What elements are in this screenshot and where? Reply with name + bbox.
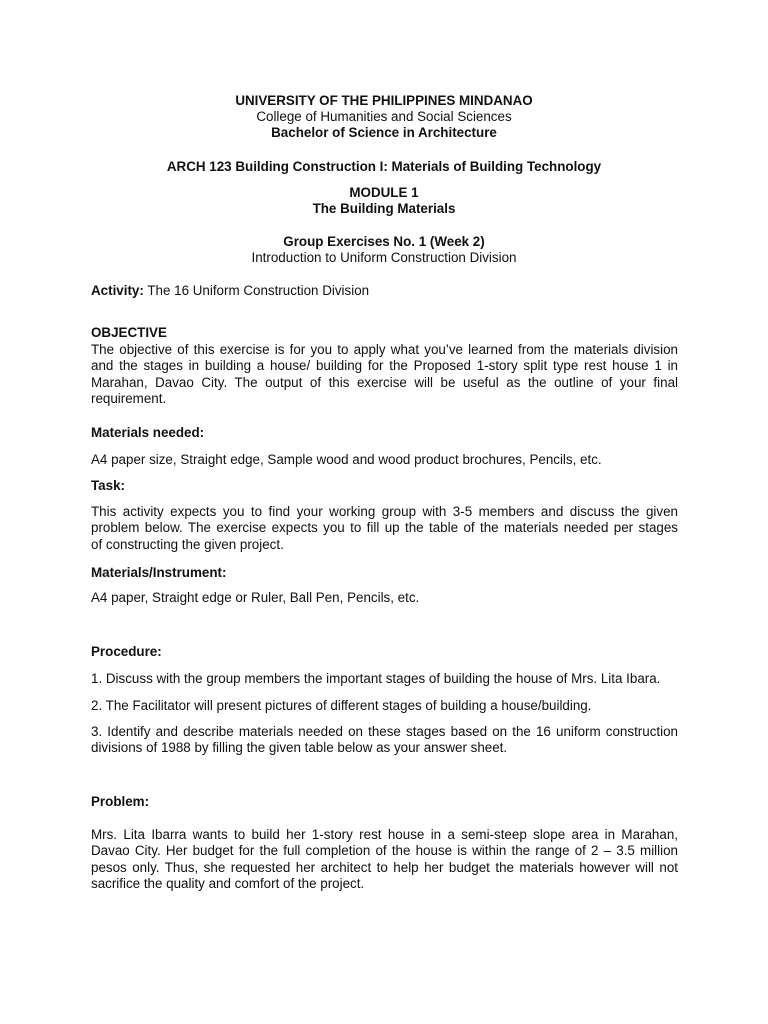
college-name: College of Humanities and Social Sciences (256, 109, 512, 124)
objective-paragraph (91, 342, 678, 408)
materials-instrument-text: A4 paper, Straight edge or Ruler, Ball Pen, Pencils, etc. (91, 590, 420, 605)
problem-heading: Problem: (91, 794, 150, 809)
materials-instrument-heading: Materials/Instrument: (91, 565, 227, 580)
program-name: Bachelor of Science in Architecture (271, 125, 497, 140)
procedure-step-3-line: divisions of 1988 by filling the given table below as your answer sheet. (91, 740, 508, 756)
procedure-step-1: 1. Discuss with the group members the important stages of building the house of Mrs. Lita Ibara. (91, 671, 661, 686)
task-line: This activity expects you to find your working group with 3-5 members and discuss the given (91, 504, 678, 519)
exercise-subtitle: Introduction to Uniform Construction Division (251, 250, 517, 265)
procedure-step-3 (91, 724, 678, 757)
activity-line (91, 283, 369, 299)
module-title: The Building Materials (312, 201, 456, 216)
activity-label: Activity: (91, 283, 144, 298)
procedure-heading: Procedure: (91, 644, 162, 659)
task-line: of constructing the given project. (91, 536, 284, 552)
university-name: UNIVERSITY OF THE PHILIPPINES MINDANAO (235, 93, 533, 108)
task-line: problem below. The exercise expects you to fill up the table of the materials needed per stages (91, 520, 678, 536)
module-number: MODULE 1 (349, 185, 419, 200)
objective-line: and the stages in building a house/ building for the Proposed 1-story split type rest house 1 in (91, 358, 678, 374)
problem-paragraph (91, 827, 678, 893)
problem-line: Mrs. Lita Ibarra wants to build her 1-story rest house in a semi-steep slope area in Marahan, (91, 827, 678, 842)
task-heading: Task: (91, 478, 125, 493)
objective-line: Marahan, Davao City. The output of this exercise will be useful as the outline of your final (91, 374, 678, 390)
materials-needed-heading: Materials needed: (91, 425, 205, 440)
procedure-step-2: 2. The Facilitator will present pictures of different stages of building a house/building. (91, 698, 592, 713)
procedure-step-3-line: 3. Identify and describe materials needed on these stages based on the 16 uniform construction (91, 724, 678, 739)
problem-line: sacrifice the quality and comfort of the project. (91, 876, 365, 892)
exercise-title: Group Exercises No. 1 (Week 2) (283, 234, 485, 249)
objective-line: requirement. (91, 391, 167, 407)
objective-line: The objective of this exercise is for you to apply what you’ve learned from the materials division (91, 342, 678, 357)
materials-needed-text: A4 paper size, Straight edge, Sample wood and wood product brochures, Pencils, etc. (91, 452, 602, 467)
objective-heading: OBJECTIVE (91, 325, 167, 340)
problem-line: pesos only. Thus, she requested her architect to help her budget the materials however will not (91, 859, 678, 875)
activity-value: The 16 Uniform Construction Division (143, 283, 370, 298)
task-paragraph (91, 504, 678, 553)
course-title: ARCH 123 Building Construction I: Materials of Building Technology (166, 159, 602, 174)
problem-line: Davao City. Her budget for the full completion of the house is within the range of 2 – 3.5 million (91, 843, 678, 859)
